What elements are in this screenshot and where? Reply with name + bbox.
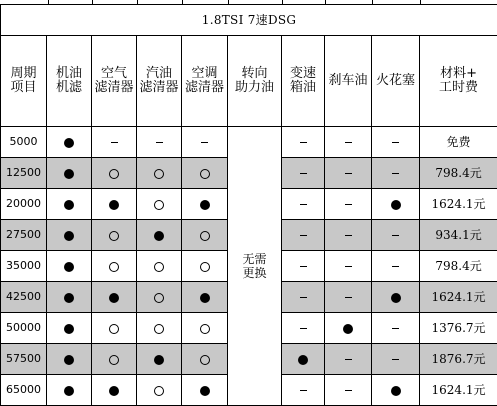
inspect-circle-icon (200, 262, 210, 272)
cell-air-filter (92, 220, 137, 251)
cell-transmission-oil (282, 282, 325, 313)
cell-oil-filter (47, 220, 92, 251)
cell-spark-plug (372, 344, 420, 375)
mileage-cell: 57500 (1, 344, 47, 375)
cell-brake-fluid (325, 251, 372, 282)
cell-oil-filter (47, 313, 92, 344)
not-needed-dash-icon (345, 266, 352, 267)
not-needed-dash-icon (300, 235, 307, 236)
inspect-circle-icon (154, 262, 164, 272)
table-row (1, 127, 497, 158)
mileage-cell: 65000 (1, 375, 47, 406)
inspect-circle-icon (200, 231, 210, 241)
replace-dot-icon (200, 200, 210, 210)
cell-spark-plug (372, 220, 420, 251)
replace-dot-icon (109, 200, 119, 210)
cell-fuel-filter (137, 127, 182, 158)
header-power-steering-fluid: 转向 助力油 (228, 36, 282, 127)
cell-spark-plug (372, 282, 420, 313)
not-needed-dash-icon (392, 328, 399, 329)
replace-dot-icon (64, 293, 74, 303)
inspect-circle-icon (109, 324, 119, 334)
cell-air-filter (92, 127, 137, 158)
cell-spark-plug (372, 313, 420, 344)
inspect-circle-icon (154, 200, 164, 210)
mileage-cell: 12500 (1, 158, 47, 189)
inspect-circle-icon (154, 293, 164, 303)
replace-dot-icon (64, 386, 74, 396)
steering-note-line: 更换 (228, 266, 281, 280)
cell-ac-filter (182, 313, 228, 344)
not-needed-dash-icon (300, 204, 307, 205)
cell-oil-filter (47, 158, 92, 189)
replace-dot-icon (200, 293, 210, 303)
replace-dot-icon (391, 386, 401, 396)
not-needed-dash-icon (300, 297, 307, 298)
not-needed-dash-icon (392, 235, 399, 236)
cell-oil-filter (47, 251, 92, 282)
cell-air-filter (92, 189, 137, 220)
replace-dot-icon (109, 293, 119, 303)
cell-ac-filter (182, 220, 228, 251)
mileage-cell: 35000 (1, 251, 47, 282)
cell-spark-plug (372, 189, 420, 220)
cost-cell: 1624.1元 (420, 375, 497, 406)
inspect-circle-icon (109, 169, 119, 179)
inspect-circle-icon (154, 324, 164, 334)
cost-cell: 798.4元 (420, 251, 497, 282)
cell-air-filter (92, 344, 137, 375)
cell-transmission-oil (282, 189, 325, 220)
cell-oil-filter (47, 127, 92, 158)
cell-oil-filter (47, 282, 92, 313)
cell-ac-filter (182, 158, 228, 189)
header-ac-filter: 空调 滤清器 (182, 36, 228, 127)
cost-cell: 1376.7元 (420, 313, 497, 344)
replace-dot-icon (64, 355, 74, 365)
cell-fuel-filter (137, 313, 182, 344)
maintenance-schedule-table (0, 4, 497, 406)
cost-cell: 1624.1元 (420, 189, 497, 220)
cell-fuel-filter (137, 189, 182, 220)
not-needed-dash-icon (345, 297, 352, 298)
not-needed-dash-icon (300, 173, 307, 174)
mileage-cell: 20000 (1, 189, 47, 220)
header-air-filter: 空气 滤清器 (92, 36, 137, 127)
cell-transmission-oil (282, 344, 325, 375)
not-needed-dash-icon (345, 204, 352, 205)
table-title: 1.8TSI 7速DSG (1, 5, 497, 36)
cell-oil-filter (47, 189, 92, 220)
cell-air-filter (92, 282, 137, 313)
mileage-cell: 27500 (1, 220, 47, 251)
not-needed-dash-icon (300, 390, 307, 391)
title-row (1, 5, 497, 36)
replace-dot-icon (154, 231, 164, 241)
replace-dot-icon (154, 355, 164, 365)
cell-transmission-oil (282, 127, 325, 158)
replace-dot-icon (391, 200, 401, 210)
cell-fuel-filter (137, 220, 182, 251)
cell-transmission-oil (282, 220, 325, 251)
cell-brake-fluid (325, 189, 372, 220)
cell-brake-fluid (325, 158, 372, 189)
cell-air-filter (92, 313, 137, 344)
cell-air-filter (92, 158, 137, 189)
inspect-circle-icon (109, 262, 119, 272)
cell-fuel-filter (137, 158, 182, 189)
not-needed-dash-icon (392, 173, 399, 174)
header-row (1, 36, 497, 127)
cell-spark-plug (372, 158, 420, 189)
cell-brake-fluid (325, 313, 372, 344)
replace-dot-icon (64, 262, 74, 272)
cost-cell: 免费 (420, 127, 497, 158)
header-fuel-filter: 汽油 滤清器 (137, 36, 182, 127)
replace-dot-icon (298, 355, 308, 365)
not-needed-dash-icon (345, 235, 352, 236)
cell-air-filter (92, 251, 137, 282)
mileage-cell: 5000 (1, 127, 47, 158)
header-oil-filter: 机油 机滤 (47, 36, 92, 127)
replace-dot-icon (109, 386, 119, 396)
header-period: 周期 项目 (1, 36, 47, 127)
cell-spark-plug (372, 127, 420, 158)
replace-dot-icon (64, 138, 74, 148)
cell-brake-fluid (325, 127, 372, 158)
cost-cell: 1876.7元 (420, 344, 497, 375)
cell-fuel-filter (137, 344, 182, 375)
not-needed-dash-icon (201, 142, 208, 143)
cell-brake-fluid (325, 282, 372, 313)
cell-transmission-oil (282, 158, 325, 189)
not-needed-dash-icon (300, 328, 307, 329)
not-needed-dash-icon (300, 142, 307, 143)
not-needed-dash-icon (345, 142, 352, 143)
inspect-circle-icon (200, 169, 210, 179)
replace-dot-icon (64, 200, 74, 210)
replace-dot-icon (64, 169, 74, 179)
header-transmission-oil: 变速 箱油 (282, 36, 325, 127)
steering-note-line: 无需 (228, 252, 281, 266)
not-needed-dash-icon (300, 266, 307, 267)
not-needed-dash-icon (111, 142, 118, 143)
cell-spark-plug (372, 251, 420, 282)
header-brake-fluid: 刹车油 (325, 36, 372, 127)
cell-brake-fluid (325, 220, 372, 251)
cell-fuel-filter (137, 251, 182, 282)
inspect-circle-icon (154, 169, 164, 179)
not-needed-dash-icon (392, 142, 399, 143)
replace-dot-icon (391, 293, 401, 303)
cell-fuel-filter (137, 282, 182, 313)
cell-ac-filter (182, 251, 228, 282)
cell-ac-filter (182, 344, 228, 375)
steering-fluid-merged-cell (228, 127, 282, 406)
not-needed-dash-icon (392, 266, 399, 267)
not-needed-dash-icon (345, 173, 352, 174)
replace-dot-icon (343, 324, 353, 334)
cell-transmission-oil (282, 313, 325, 344)
cell-ac-filter (182, 127, 228, 158)
not-needed-dash-icon (345, 359, 352, 360)
cell-brake-fluid (325, 344, 372, 375)
mileage-cell: 50000 (1, 313, 47, 344)
inspect-circle-icon (200, 324, 210, 334)
cell-transmission-oil (282, 251, 325, 282)
not-needed-dash-icon (392, 359, 399, 360)
inspect-circle-icon (200, 355, 210, 365)
inspect-circle-icon (154, 386, 164, 396)
inspect-circle-icon (109, 355, 119, 365)
replace-dot-icon (64, 231, 74, 241)
mileage-cell: 42500 (1, 282, 47, 313)
cell-oil-filter (47, 344, 92, 375)
header-cost: 材料+ 工时费 (420, 36, 497, 127)
cell-ac-filter (182, 282, 228, 313)
replace-dot-icon (200, 386, 210, 396)
not-needed-dash-icon (345, 390, 352, 391)
cost-cell: 1624.1元 (420, 282, 497, 313)
inspect-circle-icon (109, 231, 119, 241)
cost-cell: 798.4元 (420, 158, 497, 189)
not-needed-dash-icon (156, 142, 163, 143)
cost-cell: 934.1元 (420, 220, 497, 251)
header-spark-plug: 火花塞 (372, 36, 420, 127)
cell-ac-filter (182, 189, 228, 220)
replace-dot-icon (64, 324, 74, 334)
